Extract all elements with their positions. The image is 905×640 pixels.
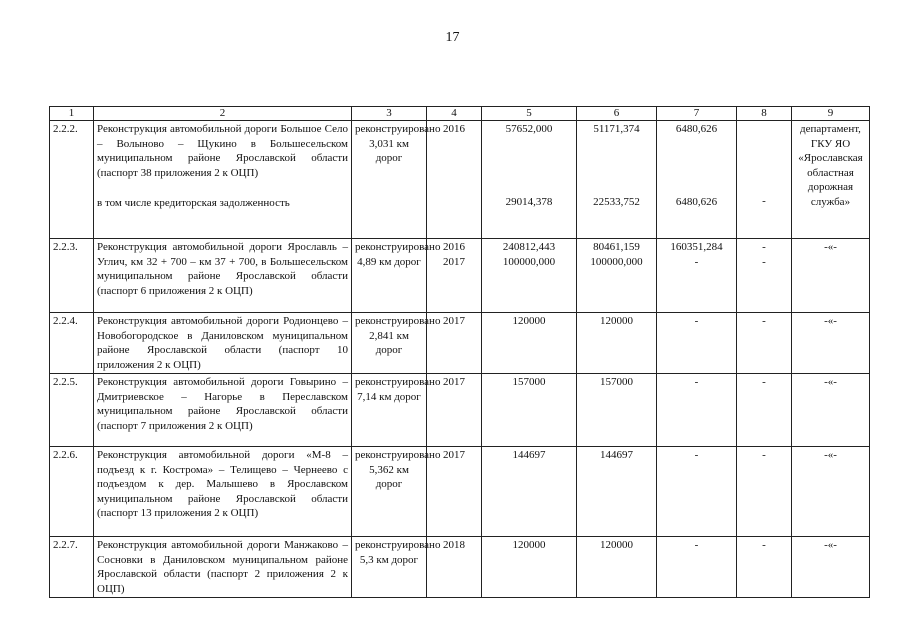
year: 2017	[427, 374, 482, 447]
row-number: 2.2.6.	[50, 447, 94, 537]
regional-amount: -	[657, 537, 737, 598]
total-amount: 100000,000	[502, 255, 556, 268]
year: 2017	[443, 255, 465, 268]
federal-amount-sub: 22533,752	[593, 195, 640, 208]
table-row	[50, 447, 870, 537]
federal-amount-cell	[577, 121, 657, 239]
regional-amount-sub: 6480,626	[675, 195, 718, 208]
federal-amount: 51171,374	[593, 123, 640, 135]
other-amount: -	[762, 255, 766, 268]
table-row	[50, 374, 870, 447]
regional-amount: -	[657, 313, 737, 374]
total-amount: 120000	[482, 537, 577, 598]
executor: -«-	[792, 537, 870, 598]
work-volume: реконструировано 5,3 км дорог	[352, 537, 427, 598]
program-table	[49, 106, 870, 598]
year: 2016	[443, 241, 465, 253]
measure-name: Реконструкция автомобильной дороги Говырино – Дмитриевское – Нагорье в Переславском муниципальном районе Ярославской области (паспорт 7 приложения 2 к ОЦП)	[94, 374, 352, 447]
regional-amount-cell	[657, 239, 737, 313]
table-row	[50, 239, 870, 313]
other-amount: -	[737, 447, 792, 537]
column-header: 7	[657, 107, 737, 121]
row-number: 2.2.7.	[50, 537, 94, 598]
measure-name: Реконструкция автомобильной дороги Манжаково – Сосновки в Даниловском муниципальном районе Ярославской области (паспорт 2 приложения 2 к ОЦП)	[94, 537, 352, 598]
header-row	[50, 107, 870, 121]
regional-amount-cell	[657, 121, 737, 239]
work-volume: реконструировано 7,14 км дорог	[352, 374, 427, 447]
measure-name: Реконструкция автомобильной дороги Большое Село – Волынoво – Щукино в Большесельском муниципальном районе Ярославской области (паспорт 38 приложения 2 к ОЦП)	[97, 123, 348, 179]
measure-name: Реконструкция автомобильной дороги «М-8 – подъезд к г. Кострома» – Телищево – Чернеево с подъездом к дер. Малышево в Ярославском муниципальном районе Ярославской области (паспорт 13 приложения 2 к ОЦП)	[94, 447, 352, 537]
other-amount-cell	[737, 121, 792, 239]
federal-amount: 80461,159	[593, 241, 640, 253]
column-header: 5	[482, 107, 577, 121]
federal-amount: 120000	[577, 313, 657, 374]
year: 2016	[427, 121, 482, 239]
work-volume: реконструировано 4,89 км дорог	[352, 239, 427, 313]
row-number: 2.2.2.	[50, 121, 94, 239]
row-number: 2.2.3.	[50, 239, 94, 313]
work-volume: реконструировано 3,031 км дорог	[352, 121, 427, 239]
total-amount: 57652,000	[505, 123, 553, 135]
page-number: 17	[445, 30, 460, 45]
other-amount: -	[737, 374, 792, 447]
executor: -«-	[792, 313, 870, 374]
regional-amount: -	[657, 374, 737, 447]
table-row	[50, 121, 870, 239]
other-amount-sub: -	[762, 195, 766, 207]
other-amount: -	[737, 313, 792, 374]
regional-amount: 160351,284	[670, 241, 723, 253]
total-amount: 157000	[482, 374, 577, 447]
column-header: 6	[577, 107, 657, 121]
work-volume: реконструировано 5,362 км дорог	[352, 447, 427, 537]
other-amount-cell	[737, 239, 792, 313]
column-header: 8	[737, 107, 792, 121]
total-amount: 144697	[482, 447, 577, 537]
executor: департамент, ГКУ ЯО «Ярославская областная дорожная служба»	[792, 121, 870, 239]
measure-name-sub: в том числе кредиторская задолженность	[97, 197, 290, 209]
year: 2017	[427, 313, 482, 374]
table-row	[50, 537, 870, 598]
federal-amount: 144697	[577, 447, 657, 537]
measure-name-cell	[94, 121, 352, 239]
column-header: 3	[352, 107, 427, 121]
regional-amount: 6480,626	[675, 123, 718, 135]
other-amount: -	[737, 537, 792, 598]
federal-amount: 120000	[577, 537, 657, 598]
regional-amount: -	[694, 255, 699, 268]
executor: -«-	[792, 447, 870, 537]
row-number: 2.2.4.	[50, 313, 94, 374]
table-row	[50, 313, 870, 374]
federal-amount: 100000,000	[590, 255, 643, 268]
total-amount: 120000	[482, 313, 577, 374]
year: 2017	[427, 447, 482, 537]
total-amount-sub: 29014,378	[505, 195, 553, 208]
measure-name: Реконструкция автомобильной дороги Ярославль – Углич, км 32 + 700 – км 37 + 700, в Большесельском муниципальном районе Ярославской области (паспорт 6 приложения 2 к ОЦП)	[94, 239, 352, 313]
other-amount: -	[762, 241, 766, 253]
executor: -«-	[792, 239, 870, 313]
total-amount-cell	[482, 121, 577, 239]
work-volume: реконструировано 2,841 км дорог	[352, 313, 427, 374]
column-header: 2	[94, 107, 352, 121]
measure-name: Реконструкция автомобильной дороги Родионцево – Новобогородское в Даниловском муниципальном районе Ярославской области (паспорт 10 приложения 2 к ОЦП)	[94, 313, 352, 374]
executor: -«-	[792, 374, 870, 447]
year: 2018	[427, 537, 482, 598]
row-number: 2.2.5.	[50, 374, 94, 447]
federal-amount-cell	[577, 239, 657, 313]
column-header: 4	[427, 107, 482, 121]
total-amount: 240812,443	[502, 241, 556, 253]
regional-amount: -	[657, 447, 737, 537]
column-header: 1	[50, 107, 94, 121]
other-amount	[740, 122, 788, 136]
column-header: 9	[792, 107, 870, 121]
federal-amount: 157000	[577, 374, 657, 447]
total-amount-cell	[482, 239, 577, 313]
